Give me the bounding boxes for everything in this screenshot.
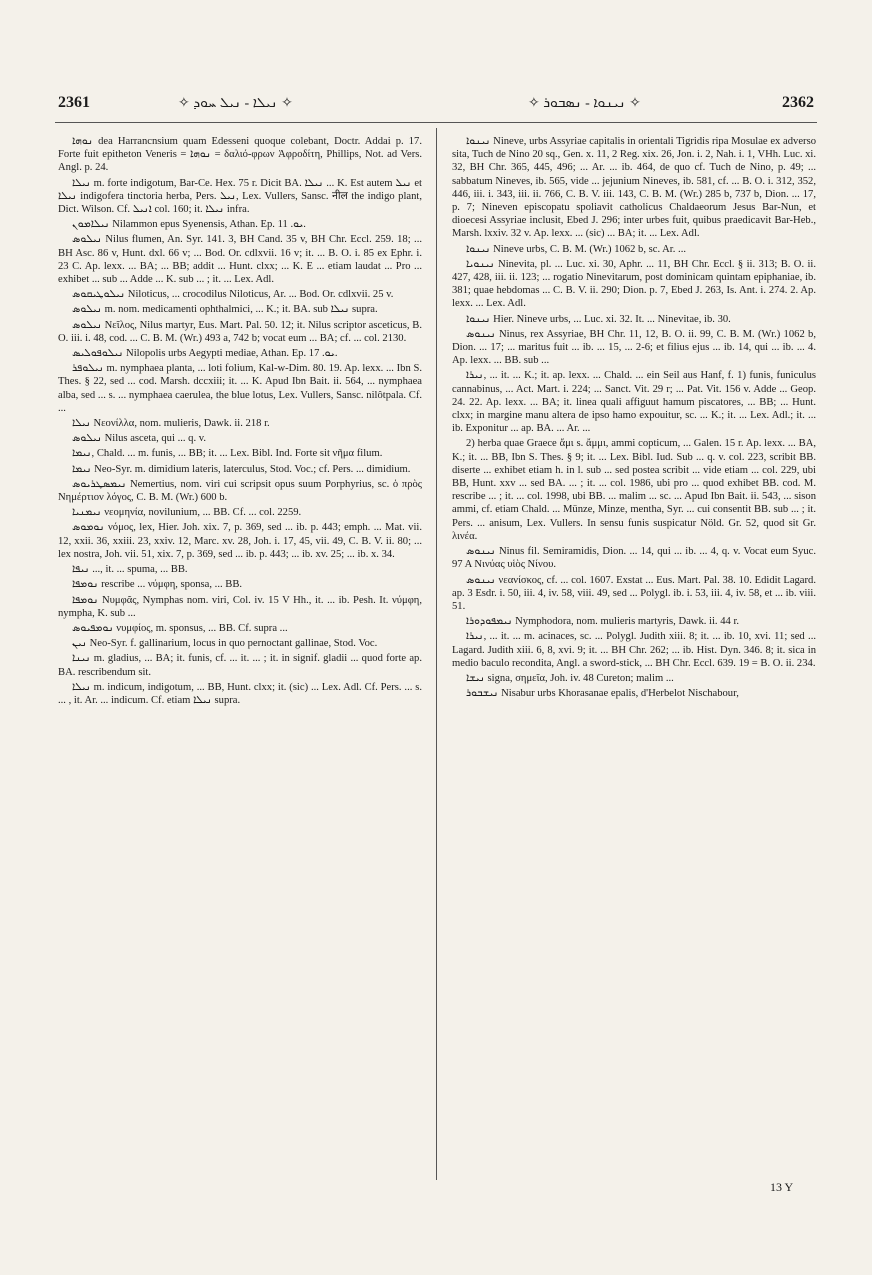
entry: ܢܝܠܐ m. indicum, indigotum, ... BB, Hunt. clxx; it. (sic) ... Lex. Adl. Cf. Pers. ... s. ... , it. Ar. ... indicum. Cf. etiam ܢܝܠܐ supra. xyxy=(58,681,422,706)
left-running-head: ✧ ܢܝܠܐ - ܢܝܠ ܚܘܕ ✧ xyxy=(178,96,293,111)
entry: ܢܝܪܐ, ... it. ... m. acinaces, sc. ... Polygl. Judith xiii. 8; it. ... ib. 10, xvi. 11; sed ... Lagard. Judith xiii. 6, 8, xvi. 9; it. ... BH Chr. 262; ... ib. Hist. Dyn. 346. 8; it. sica in medio baculo recondita, Angl. a sword-stick, ... BH Chr. Eccl. 639. 19 = B. O. ii. 234. xyxy=(452,631,816,669)
entry: ܢܝܡܢܝܐ νεομηνία, novilunium, ... BB. Cf. ... col. 2259. xyxy=(72,507,302,519)
entry: ܢܝܫܒܘܪ Nisabur urbs Khorasanae epalis, d'Herbelot Nischabour, xyxy=(466,688,739,700)
entry: ܢܝܢܘܐ Hier. Nineve urbs, ... Luc. xi. 32. It. ... Ninevitae, ib. 30. xyxy=(466,313,731,325)
entry: ܢܝܢܘܐ Nineve, urbs Assyriae capitalis in orientali Tigridis ripa Mosulae ex adverso sita, Tuch de Nino 20 sq., Gen. x. 11, 2 Reg. xix. 26, Jon. i. 2, Nah. i. 1, VHh. Luc. xi. 32, BH Chr. 365, 445, 496; ... Ar. ... ib. 464, de quo cf. Tuch de Nino, p. 49; ... sabbatum Nineves, ib. 565, vide ... jejunium Nineves, ib. 581, cf. ... B. O. i. 312, 352, 446, iii. i. 343, iii. ii. 766, C. B. V. iii. 143, C. B. M. (Wr.) 285 b, 737 b, Dion. ... 17, p. 7; Nineven episcopatu spoliavit catholicus Chaldaeorum Jesus Bar-Nun, et dioecesi Assyriae inclusit, Ebed J. 296; inter urbes fuit, quibus praedicavit Bar-Heb., Marsh. lxxiv. 32 v. Ap. lexx. ... (sic) ... BA; it. ... Lex. Adl. xyxy=(452,136,816,240)
entry: ܢܝܢܘܝܐ Ninevita, pl. ... Luc. xi. 30, Aphr. ... 11, BH Chr. Eccl. § ii. 313; B. O. ii. 427, 428, iii. ii. 123; ... rogatio Ninevitarum, post dominicam quintam epiphaniae, ib. 381; quae hebdomas ... C. B. V. ii. 290; Dion. p. 7, Ebed J. 263, Is. Ant. i. 274. 2. Ap. lexx. ... Lex. Adl. xyxy=(452,258,816,310)
right-column xyxy=(452,135,816,1180)
column-divider xyxy=(436,128,437,1180)
entry: ܢܝܠܐ m. forte indigotum, Bar-Ce. Hex. 75 r. Dicit BA. ܢܝܠܐ ... K. Est autem ܢܝܠ et ܢܝܠܐ indigofera tinctoria herba, Pers. ܢܝܠ, Lex. Vullers, Sansc. नील the indigo plant, Dict. Wilson. Cf. ܐܢܝܠ col. 160; it. ܢܝܠܐ infra. xyxy=(58,177,422,216)
entry: ܢܝܢܘܐ Nineve urbs, C. B. M. (Wr.) 1062 b, sc. Ar. ... xyxy=(466,243,686,255)
entry: ܢܝܡܐ Neo-Syr. m. dimidium lateris, laterculus, Stod. Voc.; cf. Pers. ... dimidium. xyxy=(72,463,411,475)
entry: ܢܝܢ Neo-Syr. f. gallinarium, locus in quo pernoctant gallinae, Stod. Voc. xyxy=(72,638,378,650)
entry: ܢܝܡܐ, Chald. ... m. funis, ... BB; it. ... Lex. Bibl. Ind. Forte sit νῆμα filum. xyxy=(72,448,383,460)
entry: ܢܝܠܘܣ Νεῖλος, Nilus martyr, Eus. Mart. Pal. 50. 12; it. Nilus scriptor asceticus, B. O. iii. i. 48, cod. ... C. B. M. (Wr.) 493 a, 742 b; vocat eum ... BA; cf. ... col. 2130. xyxy=(58,319,422,344)
signature-mark: 13 Y xyxy=(770,1180,794,1194)
entry: ܢܝܢܘܣ Ninus, rex Assyriae, BH Chr. 11, 12, B. O. ii. 99, C. B. M. (Wr.) 1062 b, Dion. ... 17; ... maritus fuit ... ib. ... 15, ... 2-6; et filius ejus ... ib. 14, qui ... ib. ... 4. Ap. lexx. ... BB. sub ... xyxy=(452,328,816,367)
entry: ܢܝܠܘܛܝܩܘܣ Niloticus, ... crocodilus Niloticus, Ar. ... Bod. Or. cdlxvii. 25 v. xyxy=(72,289,394,301)
header-rule xyxy=(55,122,817,123)
entry: ܢܘܡܦܝܘܣ νυμφίος, m. sponsus, ... BB. Cf. supra ... xyxy=(72,622,288,634)
entry: ܢܝܪܐ, ... it. ... K.; it. ap. lexx. ... Chald. ... ein Seil aus Hanf, f. 1) funis, funiculus cannabinus, ... Act. Mart. i. 224; ... Sanct. Vit. 29 r; ... Pat. Vit. 156 v. Adde ... Geop. 24. 22. Ap. lexx. ... BA; it. linea quali affiguut hamum piscatores, ... BB; ... Hunt. clxx; in margine manu altera de ipso hamo expouitur, sc. ... K.; it. ... Lex. Adl.; it. ... ib. Exponitur ... ap. BA. ... Ar. ... xyxy=(452,370,816,435)
entry: ܢܝܢܘܣ νεανίσκος, cf. ... col. 1607. Exstat ... Eus. Mart. Pal. 38. 10. Edidit Lagard. ap. 3 Esdr. i. 50, iii. 4, iv. 58, viii. 49, sed ... Polygl. ib. i. 53, iii. 4, iv. 58, et ... ib. viii. 51. xyxy=(452,574,816,612)
entry: ܢܝܠܐ Νεονίλλα, nom. mulieris, Dawk. ii. 218 r. xyxy=(72,418,270,430)
entry: ܢܝܦܐ ..., it. ... spuma, ... BB. xyxy=(72,564,188,576)
left-page-number: 2361 xyxy=(58,94,90,111)
right-page-number: 2362 xyxy=(782,94,814,111)
entry: ܢܝܠܘܣ m. nom. medicamenti ophthalmici, ... K.; it. BA. sub ܢܝܠܐ supra. xyxy=(72,304,378,316)
entry: 2) herba quae Graece ἄμι s. ἄμμι, ammi copticum, ... Galen. 15 r. Ap. lexx. ... BA, K.; it. ... BB, Ibn S. Thes. § 9; it. ... Lex. Bibl. Iud. Sub ... q. v. col. 223, scribit BB. diserte ... exhibet etiam h. in l. sub ... sed postea scribit ... vide etiam ... col. 229, ubi BB, Hunt. xxv ... sed BA. ... ; it. ... col. 1986, ubi pro ... quod exhibet BB. cod. M. rescribe ... ; it. ... col. 1998, ubi BB. ... malim ... sc. ... Apud Ibn Bait. ii. 543, ... sison ammi, cf. etiam Chald. ... Münze, Minze, mentha, Syr. ... cui consentit BB. sub ... ; it. Pers. ... anisum, Lex. Vullers. In sensu funis suspicatur Nöld. Gr. 52, quod sit Gr. λινέα. xyxy=(452,438,816,542)
entry: ܢܘܡܦܐ rescribe ... νύμφη, sponsa, ... BB. xyxy=(72,579,243,591)
entry: ܢܘܗܐ dea Harrancnsium quam Edesseni quoque colebant, Doctr. Addai p. 17. Forte fuit epitheton Veneris = ܢܘܗܐ = δαλιό-φρων Ἀφροδίτη, Phillips, Not. ad Vers. Angl. p. 24. xyxy=(58,136,422,174)
entry: ܢܝܡܦܘܕܘܪܐ Nymphodora, nom. mulieris martyris, Dawk. ii. 44 r. xyxy=(466,616,740,628)
entry: ܢܝܫܐ signa, σημεῖα, Joh. iv. 48 Cureton; malim ... xyxy=(466,672,674,684)
left-column xyxy=(58,135,422,1180)
entry: ܢܝܠܘܣ Nilus flumen, An. Syr. 141. 3, BH Cand. 35 v, BH Chr. Eccl. 259. 18; ... BH Asc. 86 v, Hunt. dxl. 66 v; ... Bod. Or. cdlxvii. 16 v; it. ... B. O. i. 85 ex Ephr. i. 23 C. Ap. lexx. ... BA; ... BB; addit ... Hunt. clxx; ... K. E ... etiam laudat ... Pro ... exhibet ... sub ... Adde ... K. sub ... ; it. ... Lex. Adl. xyxy=(58,234,422,286)
entry: ܢܝܡܣܛܪܝܘܣ Nemertius, nom. viri cui scripsit opus suum Porphyrius, sc. ὁ πρὸς Νημέρτιον λόγος, C. B. M. (Wr.) 600 b. xyxy=(58,478,422,504)
entry: ܢܝܢܐ m. gladius, ... BA; it. funis, cf. ... it. ... ; it. in signif. gladii ... quod forte ap. BA. rescribendum sit. xyxy=(58,653,422,678)
entry: ܢܝܠܘܦܪ m. nymphaea planta, ... loti folium, Kal-w-Dim. 80. 19. Ap. lexx. ... Ibn S. Thes. § 22, sed ... cod. Marsh. dccxiii; it. ... K. Apud Ibn Bait. ii. 564, ... nymphaea alba, sed ... s. ... nymphaea caerulea, the blue lotus, Lex. Vullers, Sansc. nilôtpala. Cf. ... xyxy=(58,363,422,414)
page-header xyxy=(58,94,814,116)
entry: ܢܝܠܐܡܘܢ Nilammon epus Syenensis, Athan. Ep. ܝܘ. 11. xyxy=(72,219,306,231)
entry: ܢܘܡܦܐ Νυμφᾶς, Nymphas nom. viri, Col. iv. 15 V Hh., it. ... ib. Pesh. It. νύμφη, nympha, K. sub ... xyxy=(58,594,422,619)
right-running-head: ✧ ܢܝܢܘܐ - ܢܣܒܘܪ ✧ xyxy=(528,96,641,111)
entry: ܢܝܢܘܣ Ninus fil. Semiramidis, Dion. ... 14, qui ... ib. ... 4, q. v. Vocat eum Syuc. 97 A Νινύας υἱὸς Νίνου. xyxy=(452,546,816,571)
entry: ܢܝܠܘܣ Nilus asceta, qui ... q. v. xyxy=(72,433,207,445)
entry: ܢܘܡܘܣ νόμος, lex, Hier. Joh. xix. 7, p. 369, sed ... ib. p. 443; emph. ... Mat. vii. 12, xxii. 36, xxiii. 23, xxiv. 12, Marc. xv. 28, Joh. i. 17, 45, vii. 49, C. B. V. ii. 80; ... lex nostra, Joh. vii. 51, xix. 7, p. 369, sed ... ib. p. 443; ... ib. xv. 25; ... ib. x. 34. xyxy=(58,522,422,560)
entry: ܢܝܠܘܦܘܠܝܣ Nilopolis urbs Aegypti mediae, Athan. Ep. ܝܘ. 17. xyxy=(72,348,338,360)
